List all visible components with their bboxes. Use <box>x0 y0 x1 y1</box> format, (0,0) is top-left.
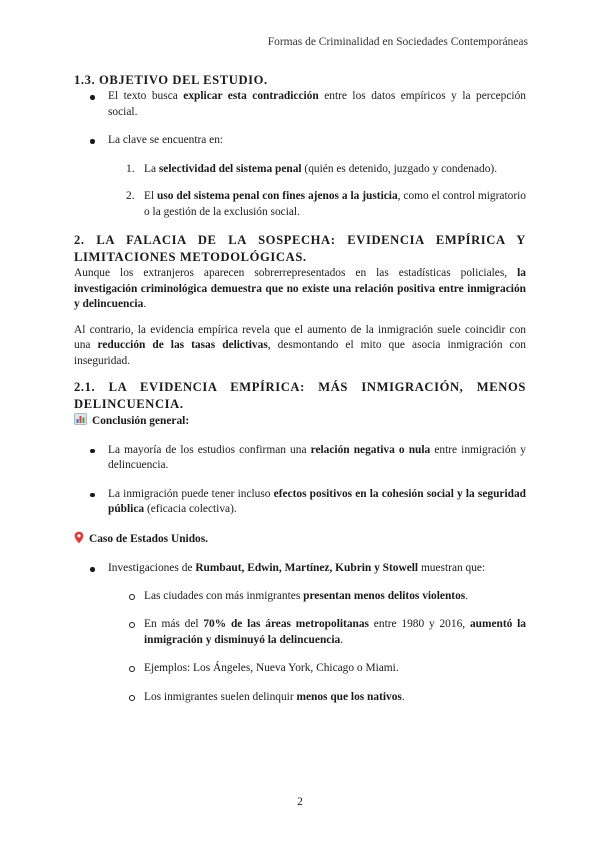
pin-icon <box>74 531 84 550</box>
list-item <box>74 661 526 677</box>
bullet-dot <box>90 449 95 454</box>
section-2-paragraph-2 <box>74 323 526 370</box>
list-number: 2. <box>126 190 135 202</box>
bold-text: reducción de las tasas delictivas <box>97 339 268 351</box>
bold-text: Rumbaut, Edwin, Martínez, Kubrin y Stowell <box>195 562 419 574</box>
list-item <box>74 690 526 706</box>
bold-text: la investigación criminológica demuestra que no existe una relación positiva entre inmigración y delincuencia <box>74 267 526 310</box>
bullet-circle <box>129 666 135 672</box>
list-item <box>74 133 526 149</box>
conclusion-heading <box>74 413 526 431</box>
bullet-circle <box>129 594 135 600</box>
bold-text: menos que los nativos <box>296 690 402 703</box>
list-item <box>74 561 526 577</box>
bold-text: uso del sistema penal con fines ajenos a la justicia <box>157 190 398 202</box>
running-header: Formas de Criminalidad en Sociedades Contemporáneas <box>267 36 528 48</box>
text: El <box>144 190 158 202</box>
bold-text: relación negativa o nula <box>310 443 431 456</box>
text: . <box>465 589 469 602</box>
text: Aunque los extranjeros aparecen sobrerrepresentados en las estadísticas policiales, <box>74 267 518 279</box>
bold-text: explicar esta contradicción <box>183 90 319 102</box>
list-item <box>74 189 526 220</box>
bar-chart-icon <box>74 413 87 431</box>
page-number: 2 <box>297 796 303 808</box>
text: Los inmigrantes suelen delinquir <box>144 690 297 703</box>
text: El texto busca <box>108 90 184 102</box>
text: , como el control migratorio o la gestión de la exclusión social. <box>144 190 526 218</box>
text: entre inmigración y delincuencia. <box>108 443 526 471</box>
bold-text: selectividad del sistema penal <box>158 162 302 175</box>
case-label: Caso de Estados Unidos. <box>89 533 209 545</box>
text: Al contrario, la evidencia empírica revela que el aumento de la inmigración suele coincidir con una <box>74 323 526 351</box>
bullet-circle <box>129 622 135 628</box>
section-1-3-bullets <box>74 89 526 149</box>
case-bullets <box>74 561 526 577</box>
case-heading <box>74 531 526 550</box>
list-number: 1. <box>126 162 135 175</box>
text: muestran que: <box>418 562 486 574</box>
text: Investigaciones de <box>108 562 196 574</box>
list-item <box>74 487 526 518</box>
text: . <box>401 690 405 703</box>
text: entre los datos empíricos y la percepción social. <box>108 90 526 118</box>
text: En más del <box>144 618 204 630</box>
bold-text: efectos positivos en la cohesión social y la seguridad pública <box>108 487 526 515</box>
bullet-circle <box>129 695 135 701</box>
section-2-1-title: 2.1. LA EVIDENCIA EMPÍRICA: MÁS INMIGRACIÓN, MENOS DELINCUENCIA. <box>74 380 526 411</box>
text: entre 1980 y 2016, <box>369 618 470 630</box>
bullet-dot <box>90 95 95 100</box>
bold-text: aumentó la inmigración y disminuyó la delincuencia <box>144 618 527 646</box>
section-1-3-title: 1.3. OBJETIVO DEL ESTUDIO. <box>74 73 268 87</box>
bullet-dot <box>90 139 95 144</box>
list-item <box>74 589 526 605</box>
text: La <box>144 162 159 175</box>
section-2-title: 2. LA FALACIA DE LA SOSPECHA: EVIDENCIA EMPÍRICA Y LIMITACIONES METODOLÓGICAS. <box>74 233 526 264</box>
text: , desmontando el mito que asocia inmigración con inseguridad. <box>74 339 527 367</box>
list-item <box>74 89 526 120</box>
list-item <box>74 162 526 178</box>
list-item <box>74 617 526 648</box>
section-2-paragraph-1 <box>74 266 526 313</box>
text: (eficacia colectiva). <box>144 503 237 515</box>
text: . <box>143 298 147 310</box>
text: La clave se encuentra en: <box>108 134 224 146</box>
list-item <box>74 443 526 474</box>
bold-text: presentan menos delitos violentos <box>303 589 466 602</box>
text: (quién es detenido, juzgado y condenado). <box>301 162 498 175</box>
text: La inmigración puede tener incluso <box>108 487 274 500</box>
bullet-dot <box>90 567 95 572</box>
case-sub-bullets <box>74 589 526 706</box>
text: Ejemplos: Los Ángeles, Nueva York, Chicago o Miami. <box>144 662 399 674</box>
text: . <box>340 633 344 646</box>
text: Las ciudades con más inmigrantes <box>144 589 304 602</box>
conclusion-label: Conclusión general: <box>92 415 190 427</box>
bullet-dot <box>90 493 95 498</box>
conclusion-bullets <box>74 443 526 518</box>
text: La mayoría de los estudios confirman una <box>108 443 311 456</box>
page-content <box>74 72 526 718</box>
bold-text: 70% de las áreas metropolitanas <box>203 618 369 630</box>
section-1-3-numbered-list <box>74 162 526 221</box>
